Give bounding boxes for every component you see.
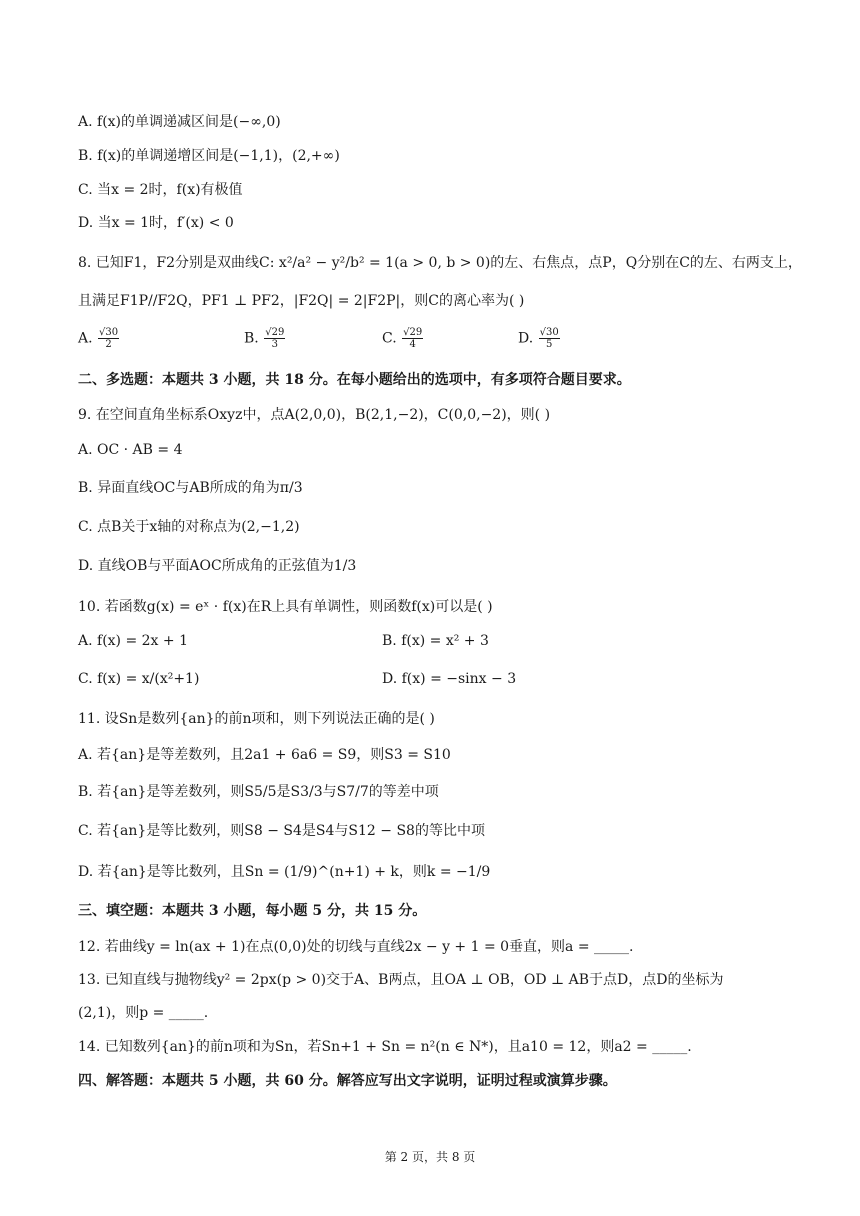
section-heading-fill-in: 三、填空题：本题共 3 小题，每小题 5 分，共 15 分。 xyxy=(78,903,427,919)
q8-stem-line1: 8. 已知F1，F2分别是双曲线C: x²/a² − y²/b² = 1(a > 0, b > 0)的左、右焦点，点P，Q分别在C的左、右两支上， xyxy=(78,255,802,271)
q9-option-a: A. OC · AB = 4 xyxy=(78,442,183,458)
fraction: $\frac{√29}{3}$ xyxy=(265,327,285,350)
q9-option-c: C. 点B关于x轴的对称点为(2,−1,2) xyxy=(78,519,300,535)
q11-option-c: C. 若{an}是等比数列，则S8 − S4是S4与S12 − S8的等比中项 xyxy=(78,823,485,839)
q8-option-b xyxy=(244,327,286,350)
q8-option-d xyxy=(518,327,561,350)
q10-option-c: C. f(x) = x/(x²+1) xyxy=(78,671,200,687)
option-label: B. xyxy=(244,330,259,347)
q10-option-b: B. f(x) = x² + 3 xyxy=(382,633,489,649)
q7-option-d: D. 当x = 1时，f′(x) < 0 xyxy=(78,215,234,231)
q7-option-b: B. f(x)的单调递增区间是(−1,1)，(2,+∞) xyxy=(78,148,340,164)
fraction: $\frac{√30}{5}$ xyxy=(539,327,559,350)
q7-option-c: C. 当x = 2时，f(x)有极值 xyxy=(78,182,243,198)
q10-option-d: D. f(x) = −sinx − 3 xyxy=(382,671,517,687)
section-heading-multiple-choice: 二、多选题：本题共 3 小题，共 18 分。在每小题给出的选项中，有多项符合题目要求。 xyxy=(78,372,631,388)
fraction: $\frac{√30}{2}$ xyxy=(99,327,119,350)
section-heading-solutions: 四、解答题：本题共 5 小题，共 60 分。解答应写出文字说明，证明过程或演算步骤。 xyxy=(78,1073,617,1089)
q8-stem-line2: 且满足F1P//F2Q，PF1 ⊥ PF2，|F2Q| = 2|F2P|，则C的离心率为( ) xyxy=(78,293,525,309)
page-footer: 第 2 页，共 8 页 xyxy=(384,1150,476,1164)
fraction: $\frac{√29}{4}$ xyxy=(403,327,423,350)
q13-line2: (2,1)，则p = _____. xyxy=(78,1005,209,1021)
option-label: C. xyxy=(382,330,397,347)
q9-option-b: B. 异面直线OC与AB所成的角为π/3 xyxy=(78,480,303,496)
q12: 12. 若曲线y = ln(ax + 1)在点(0,0)处的切线与直线2x − y + 1 = 0垂直，则a = _____. xyxy=(78,939,634,955)
q9-stem: 9. 在空间直角坐标系Oxyz中，点A(2,0,0)，B(2,1,−2)，C(0,0,−2)，则( ) xyxy=(78,407,551,423)
q8-option-a xyxy=(78,327,120,350)
q8-option-c xyxy=(382,327,424,350)
q7-option-a: A. f(x)的单调递减区间是(−∞,0) xyxy=(78,114,281,130)
q10-stem: 10. 若函数g(x) = eˣ · f(x)在R上具有单调性，则函数f(x)可以是( ) xyxy=(78,599,493,615)
option-label: A. xyxy=(78,330,93,347)
option-label: D. xyxy=(518,330,534,347)
q14: 14. 已知数列{an}的前n项和为Sn，若Sn+1 + Sn = n²(n ∈ N*)，且a10 = 12，则a2 = _____. xyxy=(78,1039,692,1055)
q10-option-a: A. f(x) = 2x + 1 xyxy=(78,633,188,649)
q9-option-d: D. 直线OB与平面AOC所成角的正弦值为1/3 xyxy=(78,558,357,574)
q11-stem: 11. 设Sn是数列{an}的前n项和，则下列说法正确的是( ) xyxy=(78,711,435,727)
q11-option-d: D. 若{an}是等比数列，且Sn = (1/9)^(n+1) + k，则k = −1/9 xyxy=(78,864,491,880)
q11-option-b: B. 若{an}是等差数列，则S5/5是S3/3与S7/7的等差中项 xyxy=(78,784,439,800)
q13-line1: 13. 已知直线与抛物线y² = 2px(p > 0)交于A、B两点，且OA ⊥ OB，OD ⊥ AB于点D，点D的坐标为 xyxy=(78,972,724,988)
q11-option-a: A. 若{an}是等差数列，且2a1 + 6a6 = S9，则S3 = S10 xyxy=(78,747,451,763)
